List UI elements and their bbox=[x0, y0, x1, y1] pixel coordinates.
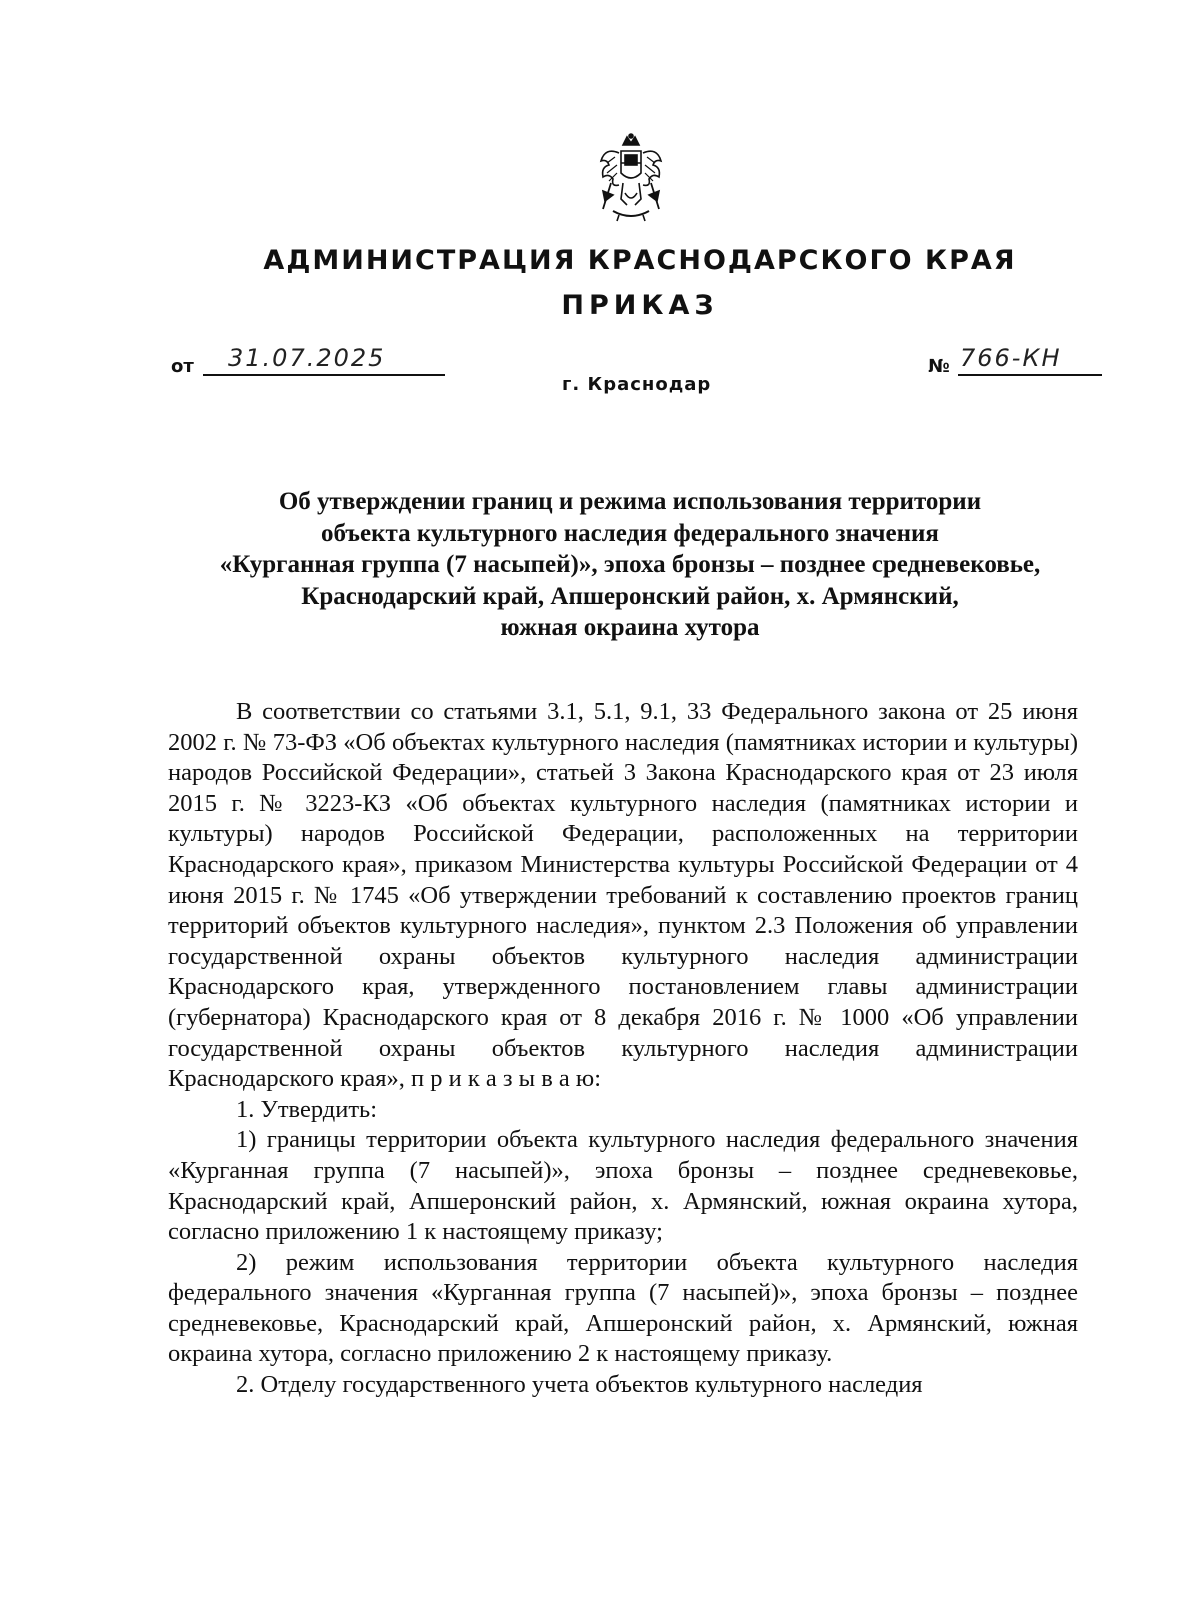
subject-line: Краснодарский край, Апшеронский район, х. Армянский, bbox=[301, 582, 959, 610]
order-subitem-paragraph: 2) режим использования территории объекта культурного наследия федерального значения «Курганная группа (7 насыпей)», эпоха бронзы – позднее средневековье, Краснодарский край, Апшеронский район, х. Армянский, южная окраина хутора, согласно приложению 2 к настоящему приказу. bbox=[168, 1248, 1078, 1368]
handwritten-date: 31.07.2025 bbox=[228, 344, 386, 372]
coat-of-arms-icon bbox=[597, 133, 665, 223]
date-underline bbox=[203, 344, 445, 376]
subject-line: южная окраина хутора bbox=[500, 614, 760, 641]
document-type-heading: ПРИКАЗ bbox=[561, 290, 719, 321]
order-subject-title bbox=[150, 486, 1110, 644]
number-prefix-label: № bbox=[928, 356, 950, 377]
subject-line: объекта культурного наследия федерального значения bbox=[321, 519, 939, 547]
city-label: г. Краснодар bbox=[562, 374, 712, 395]
subject-line: «Курганная группа (7 насыпей)», эпоха бронзы – позднее средневековье, bbox=[219, 551, 1041, 578]
number-underline bbox=[958, 344, 1102, 376]
order-subitem-paragraph: 1) границы территории объекта культурного наследия федерального значения «Курганная группа (7 насыпей)», эпоха бронзы – позднее средневековье, Краснодарский край, Апшеронский район, х. Армянский, южная окраина хутора, согласно приложению 1 к настоящему приказу; bbox=[168, 1126, 1078, 1246]
preamble-paragraph: В соответствии со статьями 3.1, 5.1, 9.1, 33 Федерального закона от 25 июня 2002 г. № 73-ФЗ «Об объектах культурного наследия (памятниках истории и культуры) народов Российской Федерации», статьей 3 Закона Краснодарского края от 23 июля 2015 г. № 3223-КЗ «Об объектах культурного наследия (памятниках истории и культуры) народов Российской Федерации, расположенных на территории Краснодарского края», приказом Министерства культуры Российской Федерации от 4 июня 2015 г. № 1745 «Об утверждении требований к составлению проектов границ территорий объектов культурного наследия», пунктом 2.3 Положения об управлении государственной охраны объектов культурного наследия администрации Краснодарского края, утвержденного постановлением главы администрации (губернатора) Краснодарского края от 8 декабря 2016 г. № 1000 «Об управлении государственной охраны объектов культурного наследия администрации Краснодарского края», п р и к а з ы в а ю: bbox=[168, 698, 1078, 1093]
order-body bbox=[168, 697, 1078, 1401]
organization-title: АДМИНИСТРАЦИЯ КРАСНОДАРСКОГО КРАЯ bbox=[263, 245, 1017, 276]
order-item-paragraph: 1. Утвердить: bbox=[236, 1095, 378, 1123]
subject-line: Об утверждении границ и режима использования территории bbox=[278, 488, 982, 515]
order-item-paragraph: 2. Отделу государственного учета объектов культурного наследия bbox=[236, 1371, 923, 1399]
handwritten-number: 766-КН bbox=[960, 344, 1062, 372]
date-prefix-label: от bbox=[171, 356, 194, 377]
